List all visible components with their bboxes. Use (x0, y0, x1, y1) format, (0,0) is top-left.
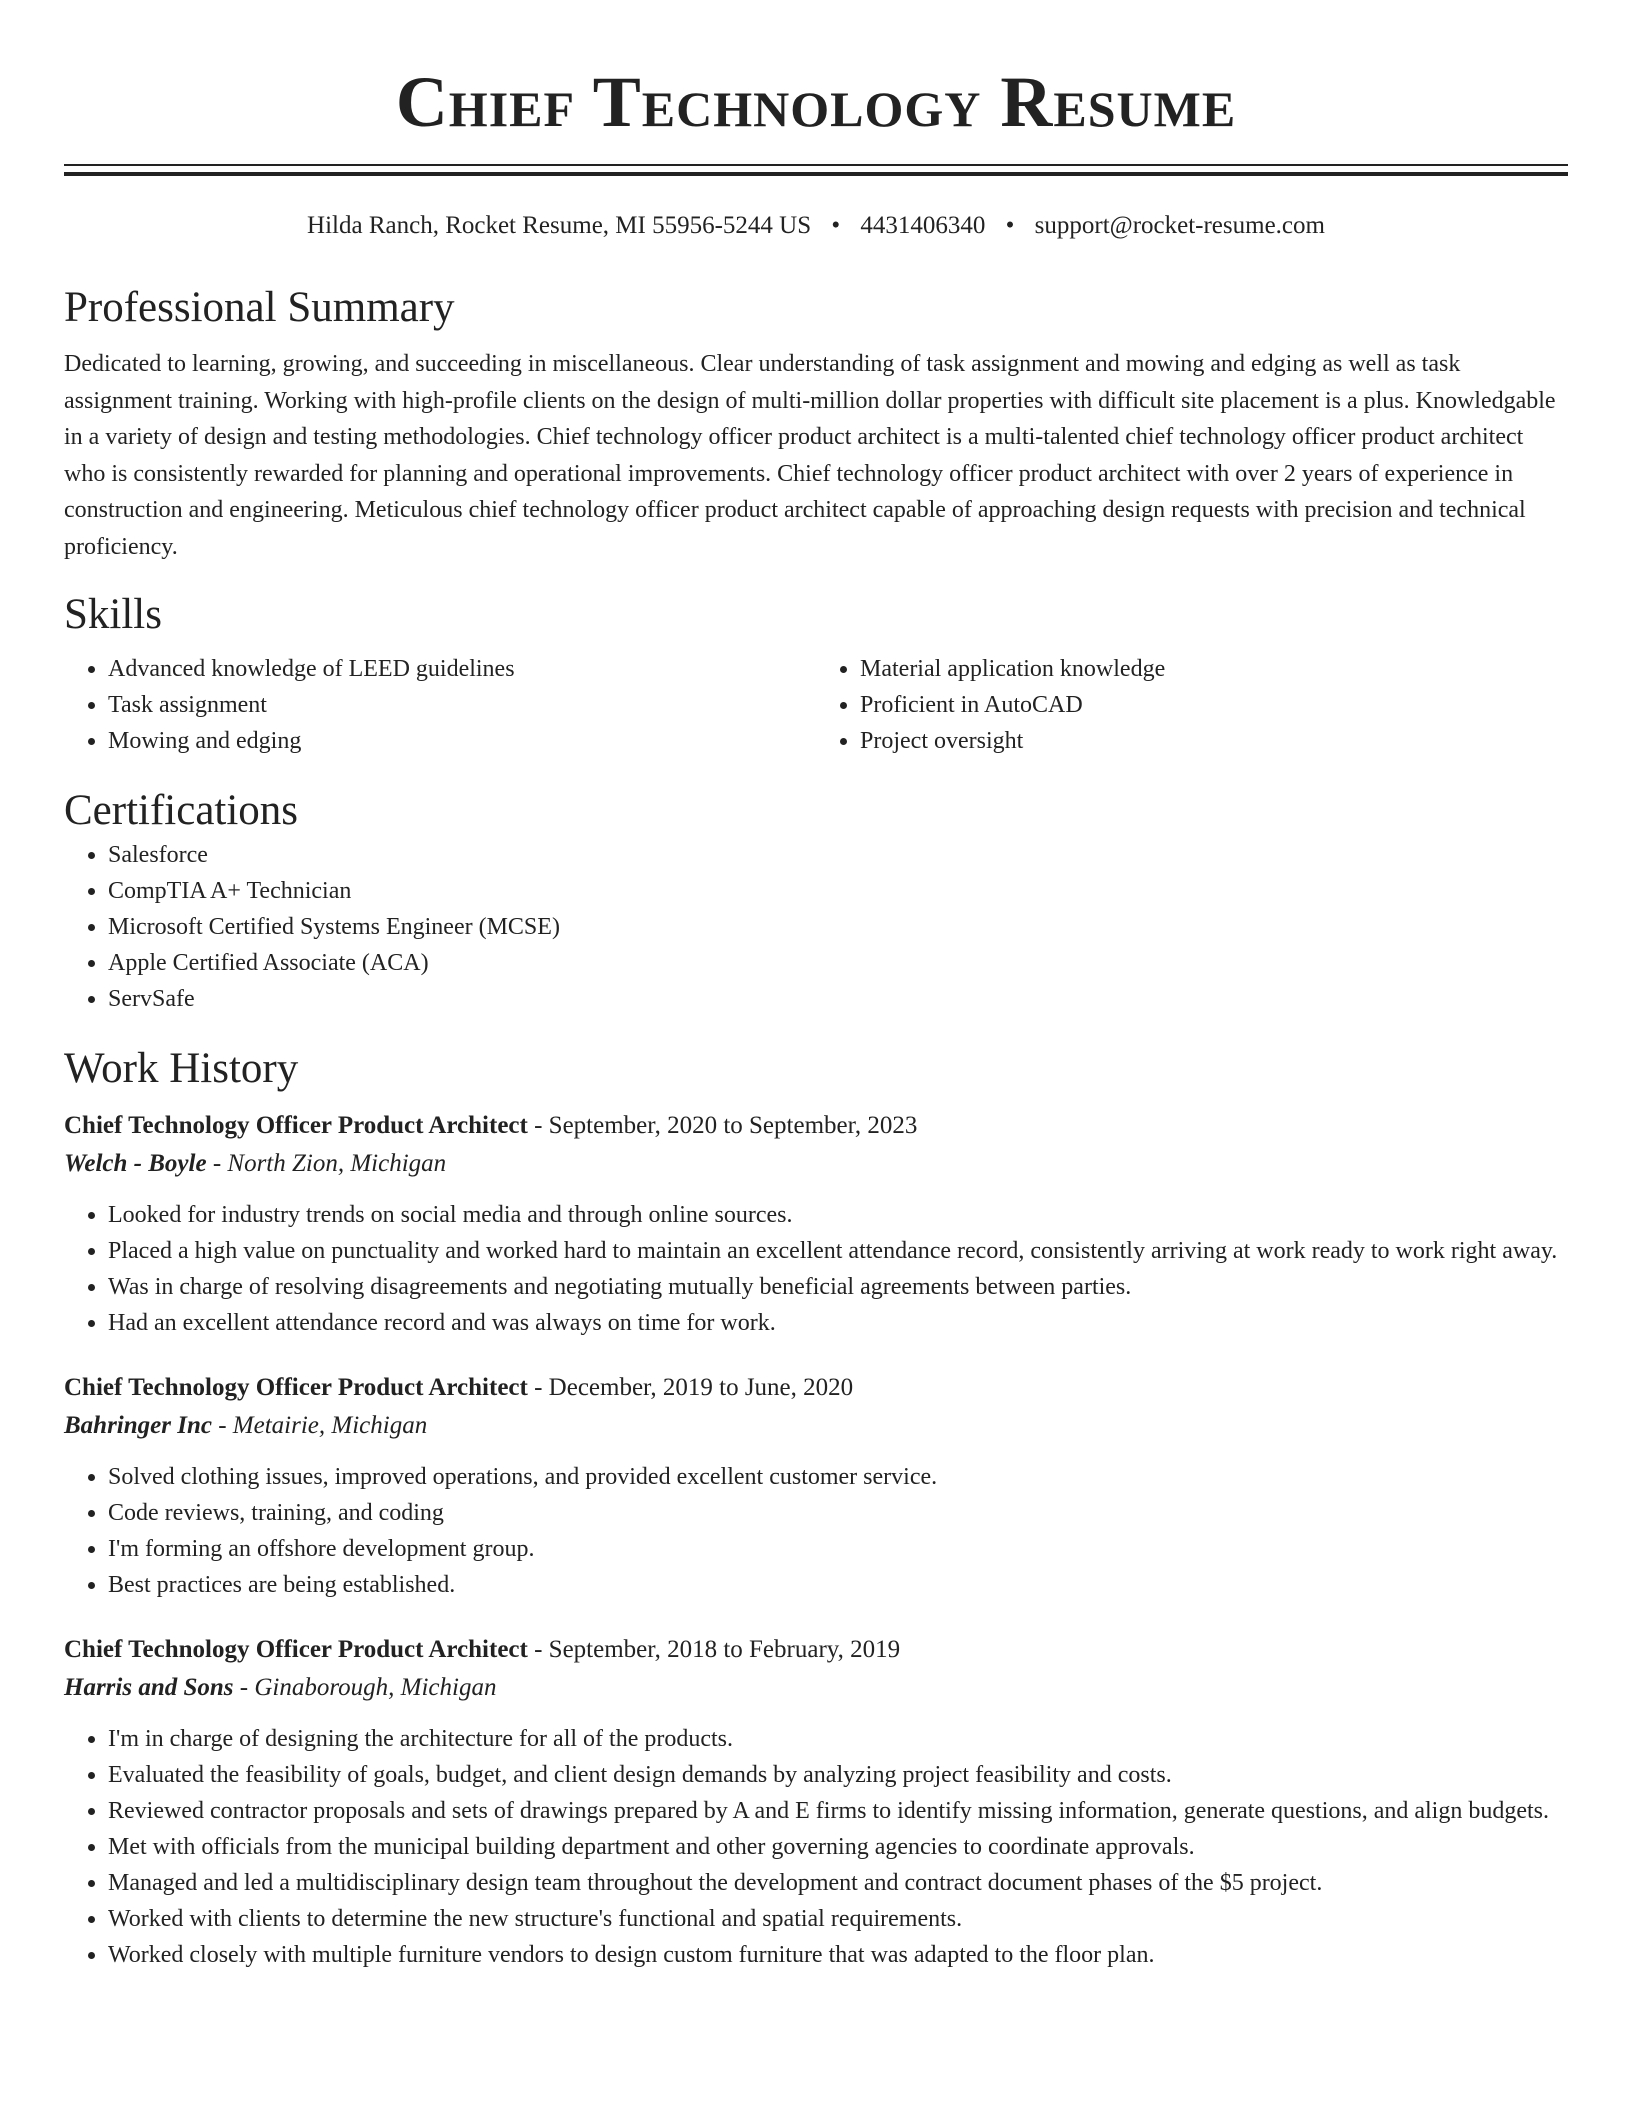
company-location: - Metairie, Michigan (211, 1412, 428, 1439)
certifications-list (64, 837, 1568, 1017)
job-duty: • Reviewed contractor proposals and sets of drawings prepared by A and E firms to identify missing information, generate questions, and align budgets. (108, 1793, 1568, 1829)
job-duties-list (64, 1197, 1568, 1341)
company-name: Welch - Boyle (64, 1150, 207, 1177)
certification-item: • Microsoft Certified Systems Engineer (MCSE) (108, 909, 1568, 945)
summary-text: Dedicated to learning, growing, and succeeding in miscellaneous. Clear understanding of task assignment and mowing and edging as well as task assignment training. Working with high-profile clients on the design of multi-million dollar properties with difficult site placement is a plus. Knowledgable in a variety of design and testing methodologies. Chief technology officer product architect is a multi-talented chief technology officer product architect who is consistently rewarded for planning and operational improvements. Chief technology officer product architect with over 2 years of experience in construction and engineering. Meticulous chief technology officer product architect capable of approaching design requests with precision and technical proficiency. (64, 351, 1556, 560)
skill-item: • Mowing and edging (108, 723, 816, 759)
job-duties-list (64, 1459, 1568, 1603)
job-duty: • I'm forming an offshore development group. (108, 1531, 1568, 1567)
skills-list-right (816, 651, 1568, 759)
job-duty: • I'm in charge of designing the architecture for all of the products. (108, 1721, 1568, 1757)
job-entry (64, 1369, 1568, 1603)
job-title-line (64, 1107, 1568, 1145)
job-title: Chief Technology Officer Product Architect (64, 1636, 528, 1663)
skill-item: • Material application knowledge (860, 651, 1568, 687)
job-duty: • Met with officials from the municipal building department and other governing agencies to coordinate approvals. (108, 1829, 1568, 1865)
job-duty: • Best practices are being established. (108, 1567, 1568, 1603)
job-duty: • Placed a high value on punctuality and worked hard to maintain an excellent attendance record, consistently arriving at work ready to work right away. (108, 1233, 1568, 1269)
contact-phone: 4431406340 (860, 212, 986, 239)
job-dates: - September, 2018 to February, 2019 (527, 1636, 901, 1663)
title-divider-thick (64, 172, 1568, 176)
certification-item: • Apple Certified Associate (ACA) (108, 945, 1568, 981)
certification-item: • ServSafe (108, 981, 1568, 1017)
skill-item: • Project oversight (860, 723, 1568, 759)
certification-item: • CompTIA A+ Technician (108, 873, 1568, 909)
certification-item: • Salesforce (108, 837, 1568, 873)
job-entry (64, 1631, 1568, 1973)
job-dates: - December, 2019 to June, 2020 (527, 1374, 854, 1401)
company-line (64, 1145, 1568, 1183)
company-line (64, 1669, 1568, 1707)
job-duty: • Worked with clients to determine the new structure's functional and spatial requirements. (108, 1901, 1568, 1937)
job-duty: • Evaluated the feasibility of goals, budget, and client design demands by analyzing project feasibility and costs. (108, 1757, 1568, 1793)
job-duty: • Looked for industry trends on social media and through online sources. (108, 1197, 1568, 1233)
company-location: - North Zion, Michigan (206, 1150, 447, 1177)
work-history-heading: Work History (64, 1045, 299, 1092)
company-name: Bahringer Inc (64, 1412, 212, 1439)
job-dates: - September, 2020 to September, 2023 (527, 1112, 918, 1139)
job-duty: • Worked closely with multiple furniture vendors to design custom furniture that was adapted to the floor plan. (108, 1937, 1568, 1973)
job-duty: • Had an excellent attendance record and was always on time for work. (108, 1305, 1568, 1341)
company-name: Harris and Sons (64, 1674, 234, 1701)
resume-title: Chief Technology Resume (395, 62, 1237, 142)
contact-address: Hilda Ranch, Rocket Resume, MI 55956-5244 US (307, 212, 812, 239)
company-location: - Ginaborough, Michigan (233, 1674, 497, 1701)
job-duty: • Managed and led a multidisciplinary design team throughout the development and contract document phases of the $5 project. (108, 1865, 1568, 1901)
job-duties-list (64, 1721, 1568, 1973)
skills-grid (64, 651, 1568, 759)
company-line (64, 1407, 1568, 1445)
job-entry (64, 1107, 1568, 1341)
skills-list-left (64, 651, 816, 759)
certifications-heading: Certifications (64, 787, 299, 834)
summary-heading: Professional Summary (64, 284, 455, 331)
job-duty: • Was in charge of resolving disagreements and negotiating mutually beneficial agreements between parties. (108, 1269, 1568, 1305)
skill-item: • Advanced knowledge of LEED guidelines (108, 651, 816, 687)
contact-line (64, 210, 1568, 242)
contact-separator: • (831, 212, 841, 239)
job-duty: • Solved clothing issues, improved operations, and provided excellent customer service. (108, 1459, 1568, 1495)
skills-heading: Skills (64, 591, 162, 638)
job-title-line (64, 1631, 1568, 1669)
job-title-line (64, 1369, 1568, 1407)
job-title: Chief Technology Officer Product Architect (64, 1374, 528, 1401)
job-duty: • Code reviews, training, and coding (108, 1495, 1568, 1531)
contact-email: support@rocket-resume.com (1034, 212, 1325, 239)
job-title: Chief Technology Officer Product Architect (64, 1112, 528, 1139)
title-divider-thin (64, 164, 1568, 166)
contact-separator: • (1005, 212, 1015, 239)
skill-item: • Task assignment (108, 687, 816, 723)
skill-item: • Proficient in AutoCAD (860, 687, 1568, 723)
